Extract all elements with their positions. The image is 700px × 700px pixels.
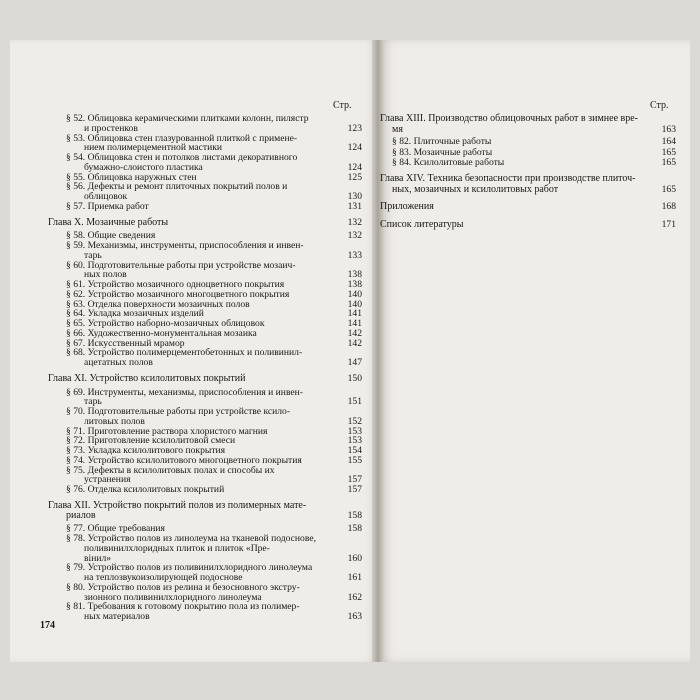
toc-section-line: и простенков bbox=[84, 122, 138, 134]
toc-section-line: литовых полов bbox=[84, 415, 145, 427]
toc-page-number: 161 bbox=[347, 572, 362, 583]
toc-page-number: 124 bbox=[347, 142, 362, 154]
toc-page-number: 141 bbox=[347, 308, 362, 320]
toc-section-line: тарь bbox=[84, 396, 102, 408]
toc-page-number: 162 bbox=[347, 591, 362, 603]
toc-section-line: § 71. Приготовление раствора хлористого магния bbox=[66, 425, 268, 437]
toc-chapter-line: риалов bbox=[66, 509, 96, 521]
toc-section-line: тарь bbox=[84, 249, 102, 261]
toc-section-line: § 56. Дефекты и ремонт плиточных покрытий полов и bbox=[66, 181, 288, 193]
toc-page-number: 130 bbox=[347, 191, 362, 202]
toc-section-line: зионного поливинилхлоридного линолеума bbox=[84, 591, 262, 603]
toc-section-line: § 54. Облицовка стен и потолков листами декоративного bbox=[66, 152, 298, 163]
toc-section-line: § 69. Инструменты, механизмы, приспособления и инвен- bbox=[66, 386, 303, 398]
toc-page-number: 160 bbox=[347, 552, 362, 564]
toc-section-line: § 66. Художественно-монументальная мозаика bbox=[66, 327, 257, 339]
toc-section-line: § 61. Устройство мозаичного одноцветного покрытия bbox=[66, 279, 285, 290]
toc-section-line: ацетатных полов bbox=[84, 357, 153, 368]
toc-section-line: § 55. Облицовка наружных стен bbox=[66, 171, 197, 183]
right-page-header: Стр. bbox=[650, 100, 669, 111]
toc-chapter-line: Глава XIII. Производство облицовочных работ в зимнее вре- bbox=[380, 113, 638, 124]
toc-page-number: 153 bbox=[347, 435, 362, 447]
toc-section-line: § 52. Облицовка керамическими плитками колонн, пилястр bbox=[66, 113, 309, 124]
toc-section-line: нием полимерцементной мастики bbox=[84, 142, 223, 154]
toc-page-number: 168 bbox=[661, 201, 676, 213]
toc-page-number: 147 bbox=[347, 357, 362, 368]
left-page-header: Стр. bbox=[333, 100, 352, 111]
toc-section-line: § 59. Механизмы, инструменты, приспособления и инвен- bbox=[66, 240, 304, 251]
toc-chapter-line: Глава X. Мозаичные работы bbox=[48, 216, 169, 228]
toc-chapter-line: Глава XII. Устройство покрытий полов из полимерных мате- bbox=[48, 499, 307, 511]
toc-page-number: 157 bbox=[347, 484, 362, 495]
toc-section-line: § 81. Требования к готовому покрытию пола из полимер- bbox=[66, 601, 300, 613]
toc-page-number: 163 bbox=[661, 123, 676, 135]
toc-page-number: 155 bbox=[347, 454, 362, 466]
toc-page-number: 142 bbox=[347, 337, 362, 349]
toc-page-number: 138 bbox=[347, 269, 362, 281]
toc-chapter-line: мя bbox=[392, 123, 403, 135]
toc-page-number: 131 bbox=[347, 200, 362, 212]
toc-page-number: 164 bbox=[661, 136, 676, 148]
toc-section-line: § 64. Укладка мозаичных изделий bbox=[66, 308, 204, 320]
toc-page-number: 163 bbox=[347, 611, 362, 622]
toc-section-line: вінил» bbox=[84, 552, 112, 564]
toc-section-line: поливинилхлоридных плиток и плиток «Пре- bbox=[84, 542, 270, 554]
page-number: 174 bbox=[40, 620, 55, 631]
toc-page-number: 140 bbox=[347, 288, 362, 300]
toc-section-line: облицовок bbox=[84, 191, 128, 202]
toc-section-line: § 73. Укладка ксилолитового покрытия bbox=[66, 445, 226, 456]
toc-page-number: 138 bbox=[347, 279, 362, 290]
toc-page-number: 151 bbox=[347, 396, 362, 408]
toc-section-line: § 84. Ксилолитовые работы bbox=[392, 157, 505, 169]
toc-page-number: 132 bbox=[347, 216, 362, 228]
toc-section-line: § 74. Устройство ксилолитового многоцветного покрытия bbox=[66, 454, 302, 466]
toc-section-line: ных материалов bbox=[84, 611, 150, 622]
toc-page-number: 165 bbox=[661, 183, 676, 195]
toc-chapter-line: Глава XIV. Техника безопасности при производстве плиточ- bbox=[380, 173, 636, 184]
toc-page-number: 150 bbox=[347, 372, 362, 384]
toc-section-line: § 57. Приемка работ bbox=[66, 200, 149, 212]
toc-page-number: 141 bbox=[347, 318, 362, 329]
toc-page-number: 152 bbox=[347, 415, 362, 427]
toc-section-line: § 82. Плиточные работы bbox=[392, 136, 492, 148]
toc-section-line: § 70. Подготовительные работы при устройстве ксило- bbox=[66, 406, 291, 417]
toc-page-number: 153 bbox=[347, 425, 362, 437]
book-gutter bbox=[372, 40, 384, 662]
toc-section-line: § 62. Устройство мозаичного многоцветного покрытия bbox=[66, 288, 290, 300]
toc-page-number: 140 bbox=[347, 298, 362, 310]
toc-page-number: 165 bbox=[661, 146, 676, 158]
toc-chapter-line: Список литературы bbox=[380, 218, 464, 230]
toc-page-number: 133 bbox=[347, 249, 362, 261]
toc-section-line: § 65. Устройство наборно-мозаичных облицовок bbox=[66, 318, 265, 329]
toc-page-number: 157 bbox=[347, 474, 362, 486]
toc-page-number: 158 bbox=[347, 523, 362, 535]
toc-chapter-line: Приложения bbox=[380, 201, 434, 213]
toc-section-line: § 80. Устройство полов из релина и безосновного экстру- bbox=[66, 581, 300, 593]
toc-page-number: 158 bbox=[347, 509, 362, 521]
toc-section-line: § 75. Дефекты в ксилолитовых полах и способы их bbox=[66, 464, 275, 476]
toc-section-line: ных полов bbox=[84, 269, 127, 281]
toc-page-number: 165 bbox=[661, 157, 676, 169]
toc-section-line: § 68. Устройство полимерцементобетонных и поливинил- bbox=[66, 347, 303, 359]
toc-page-number: 154 bbox=[347, 445, 362, 456]
toc-section-line: § 53. Облицовка стен глазурованной плиткой с примене- bbox=[66, 132, 298, 144]
toc-page-number: 171 bbox=[661, 218, 676, 230]
toc-page-number: 125 bbox=[347, 171, 362, 183]
toc-section-line: § 60. Подготовительные работы при устройстве мозаич- bbox=[66, 259, 296, 271]
toc-section-line: § 79. Устройство полов из поливинилхлоридного линолеума bbox=[66, 562, 313, 574]
toc-section-line: устранения bbox=[84, 474, 131, 486]
toc-section-line: § 83. Мозаичные работы bbox=[392, 146, 493, 158]
toc-section-line: § 67. Искусственный мрамор bbox=[66, 337, 185, 349]
toc-section-line: § 77. Общие требования bbox=[66, 523, 165, 535]
toc-section-line: § 63. Отделка поверхности мозаичных полов bbox=[66, 298, 250, 310]
toc-section-line: § 78. Устройство полов из линолеума на тканевой подоснове, bbox=[66, 533, 316, 544]
toc-page-number: 124 bbox=[347, 161, 362, 173]
toc-section-line: бумажно-слоистого пластика bbox=[84, 161, 203, 173]
toc-chapter-line: ных, мозаичных и ксилолитовых работ bbox=[392, 183, 559, 195]
toc-section-line: на теплозвукоизолирующей подоснове bbox=[84, 572, 243, 583]
toc-section-line: § 58. Общие сведения bbox=[66, 230, 156, 242]
toc-section-line: § 72. Приготовление ксилолитовой смеси bbox=[66, 435, 236, 447]
toc-page-number: 132 bbox=[347, 230, 362, 242]
toc-section-line: § 76. Отделка ксилолитовых покрытий bbox=[66, 484, 225, 495]
right-page bbox=[378, 40, 690, 662]
toc-page-number: 142 bbox=[347, 327, 362, 339]
toc-chapter-line: Глава XI. Устройство ксилолитовых покрытий bbox=[48, 372, 246, 384]
toc-page-number: 123 bbox=[347, 122, 362, 134]
